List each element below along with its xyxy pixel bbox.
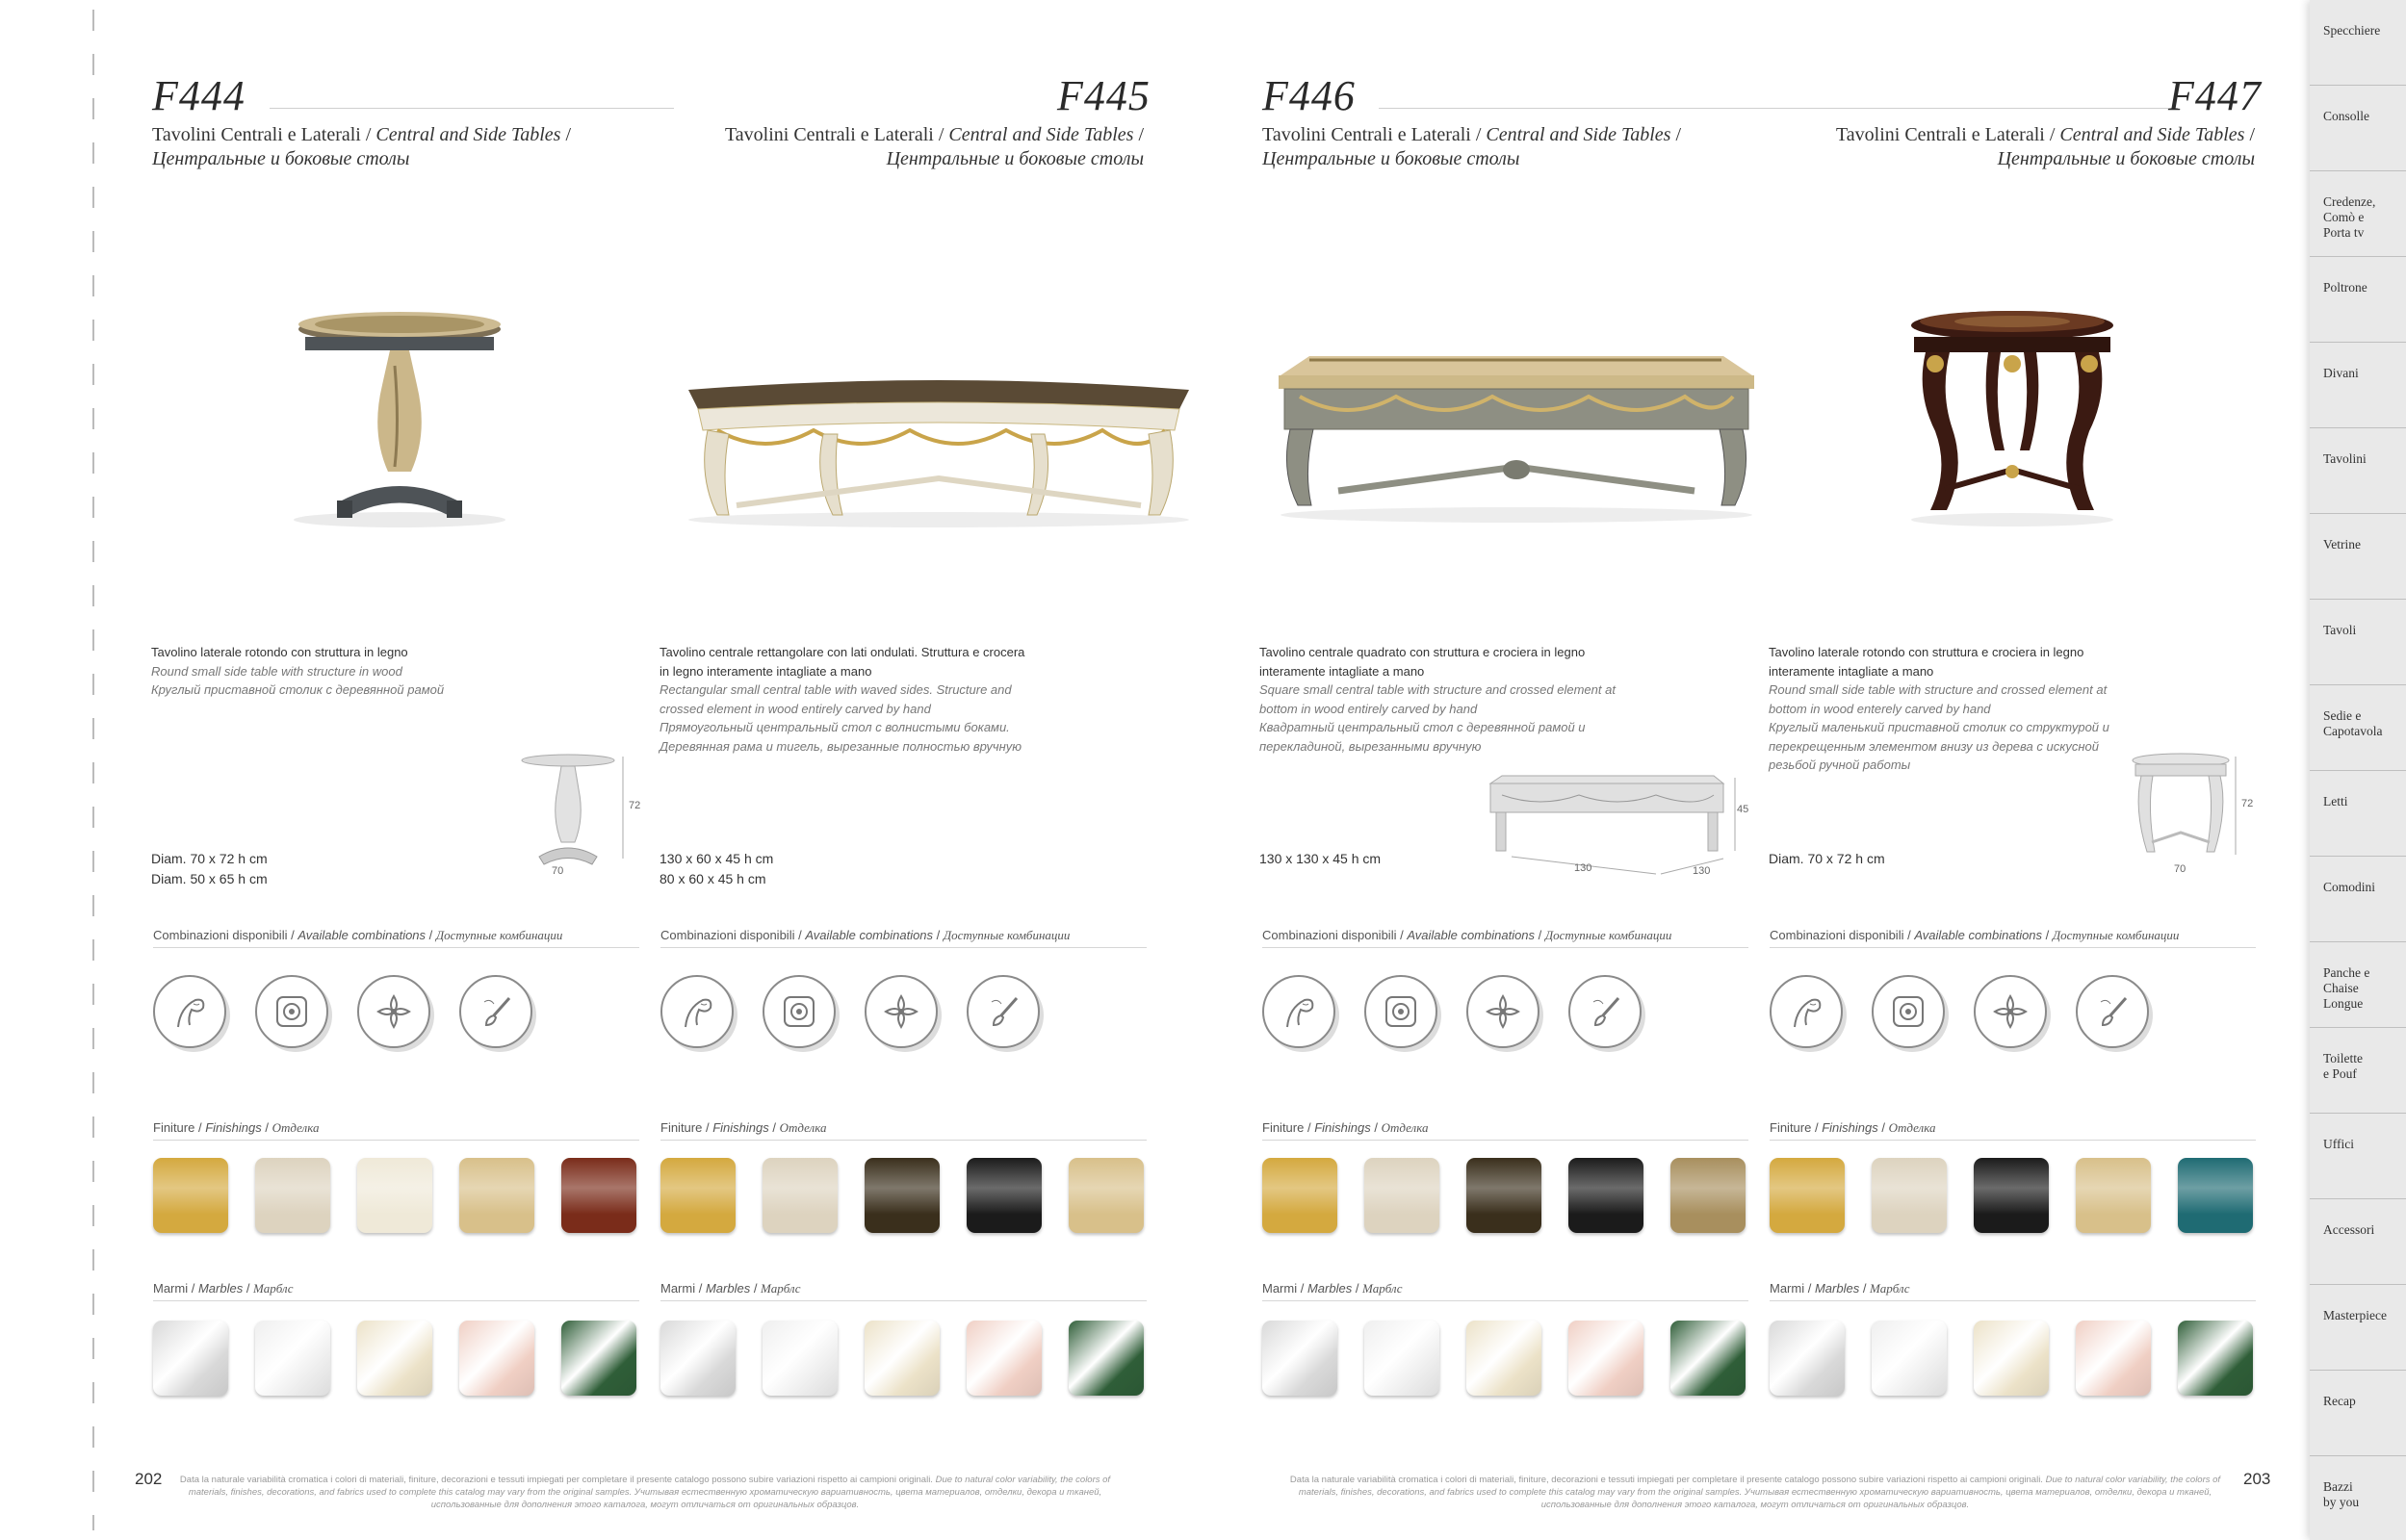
index-tab[interactable] <box>2310 600 2406 685</box>
dimensions: 130 x 60 x 45 h cm 80 x 60 x 45 h cm <box>660 851 774 886</box>
marble-swatch[interactable] <box>2178 1321 2253 1396</box>
combinations-label: Combinazioni disponibili / Available combinations / Доступные комбинации <box>153 928 639 948</box>
index-tab-label: Longue <box>2323 996 2364 1011</box>
index-tab-label: Letti <box>2323 794 2348 808</box>
rosette-icon[interactable] <box>255 975 328 1048</box>
index-tab[interactable] <box>2310 171 2406 257</box>
finish-swatch[interactable] <box>2178 1158 2253 1233</box>
index-tab-label: Divani <box>2323 366 2359 380</box>
dimension-sketch <box>2128 751 2253 876</box>
finish-swatch[interactable] <box>1872 1158 1947 1233</box>
marbles-label: Marmi / Marbles / Марблс <box>1262 1281 1748 1301</box>
index-tab-label: Vetrine <box>2323 537 2361 552</box>
finish-swatch[interactable] <box>865 1158 940 1233</box>
dimensions: Diam. 70 x 72 h cm <box>1769 851 1885 866</box>
index-tab[interactable] <box>2310 1456 2406 1540</box>
index-tab-label: Comodini <box>2323 880 2376 894</box>
marble-swatch[interactable] <box>357 1321 432 1396</box>
index-tab-label: Tavoli <box>2323 623 2357 637</box>
marbles-label: Marmi / Marbles / Марблс <box>660 1281 1147 1301</box>
combinations-label: Combinazioni disponibili / Available combinations / Доступные комбинации <box>1770 928 2256 948</box>
combinations-label: Combinazioni disponibili / Available combinations / Доступные комбинации <box>1262 928 1748 948</box>
description: Tavolino laterale rotondo con struttura e crociera in legno interamente intagliate a mano Round small side table with structure and crossed element at bottom in wood enterely carved by hand Круглый маленький приставной столик со структурой и перекрещенным элементом внизу из дерева с искусной резьбой ручной работы <box>1769 645 2109 772</box>
page-number-left: 202 <box>135 1470 163 1488</box>
index-tab-label: Uffici <box>2323 1137 2354 1151</box>
finishings-swatches <box>1262 1158 1746 1233</box>
acanthus-leaf-icon[interactable] <box>660 975 734 1048</box>
paintbrush-icon[interactable] <box>459 975 532 1048</box>
finish-swatch[interactable] <box>1069 1158 1144 1233</box>
dim-height: 45 <box>1737 804 1749 815</box>
acanthus-leaf-icon[interactable] <box>1262 975 1335 1048</box>
marble-swatch[interactable] <box>660 1321 736 1396</box>
title-rule <box>270 108 674 109</box>
combinations-row <box>153 975 532 1048</box>
finishings-label: Finiture / Finishings / Отделка <box>1770 1120 2256 1141</box>
finish-swatch[interactable] <box>1466 1158 1541 1233</box>
index-tab-label: Credenze, <box>2323 194 2376 209</box>
index-tab-label: Masterpiece <box>2323 1308 2387 1322</box>
finish-swatch[interactable] <box>763 1158 838 1233</box>
finishings-swatches <box>1770 1158 2253 1233</box>
marble-swatch[interactable] <box>1770 1321 1845 1396</box>
product-photo <box>1271 346 1762 525</box>
dimension-sketch <box>515 751 640 876</box>
page-number-right: 203 <box>2243 1470 2271 1488</box>
finish-swatch[interactable] <box>1974 1158 2049 1233</box>
finish-swatch[interactable] <box>1770 1158 1845 1233</box>
marble-swatch[interactable] <box>1364 1321 1439 1396</box>
dim-width: 130 <box>1574 862 1592 874</box>
dim-diameter: 70 <box>552 865 564 876</box>
index-tab-label: Tavolini <box>2323 451 2367 466</box>
combinations-label: Combinazioni disponibili / Available combinations / Доступные комбинации <box>660 928 1147 948</box>
marble-swatch[interactable] <box>967 1321 1042 1396</box>
disclaimer-right: Data la naturale variabilità cromatica i colori di materiali, finiture, decorazioni e tessuti impiegati per completare il presente catalogo possono subire variazioni rispetto ai campioni originali. Due to natural color variability, the colors of materials, finishes, decorations, and fabrics used to complete this catalog may vary from the original samples. Учитывая естественную хроматическую вариативность, цвета материалов, отделки, декора и тканей, использованные для дополнения этого каталога, могут отличаться от оригинальных образцов. <box>1289 1475 2221 1510</box>
acanthus-leaf-icon[interactable] <box>153 975 226 1048</box>
index-tab-label: by you <box>2323 1495 2360 1509</box>
category-title: Tavolini Centrali e Laterali / Central and Side Tables / Центральные и боковые столы <box>1262 124 1682 169</box>
index-tab[interactable] <box>2310 343 2406 428</box>
finish-swatch[interactable] <box>2076 1158 2151 1233</box>
finish-swatch[interactable] <box>1262 1158 1337 1233</box>
marbles-swatches <box>660 1321 1144 1396</box>
rosette-icon[interactable] <box>1872 975 1945 1048</box>
model-code: F447 <box>2168 72 2262 119</box>
marbles-swatches <box>153 1321 636 1396</box>
model-code: F446 <box>1262 72 1356 119</box>
category-title: Tavolini Centrali e Laterali / Central and Side Tables / Центральные и боковые столы <box>724 124 1144 169</box>
index-tab[interactable] <box>2310 771 2406 857</box>
index-tab[interactable] <box>2310 0 2406 86</box>
model-code: F445 <box>1057 72 1151 119</box>
index-tab-label: Chaise <box>2323 981 2359 995</box>
finish-swatch[interactable] <box>1568 1158 1643 1233</box>
finishings-label: Finiture / Finishings / Отделка <box>660 1120 1147 1141</box>
index-tab[interactable] <box>2310 1285 2406 1371</box>
marble-swatch[interactable] <box>1974 1321 2049 1396</box>
model-code: F444 <box>152 72 246 119</box>
dim-diameter: 70 <box>2174 863 2186 875</box>
combinations-row <box>1770 975 2149 1048</box>
marble-swatch[interactable] <box>763 1321 838 1396</box>
index-tab-label: Consolle <box>2323 109 2370 123</box>
index-tabs <box>2310 0 2406 1540</box>
marble-swatch[interactable] <box>1670 1321 1746 1396</box>
index-tab[interactable] <box>2310 1199 2406 1285</box>
marble-swatch[interactable] <box>255 1321 330 1396</box>
paintbrush-icon[interactable] <box>1568 975 1642 1048</box>
index-tab[interactable] <box>2310 514 2406 600</box>
flower-carving-icon[interactable] <box>1974 975 2047 1048</box>
finishings-label: Finiture / Finishings / Отделка <box>153 1120 639 1141</box>
finish-swatch[interactable] <box>561 1158 636 1233</box>
index-tab[interactable] <box>2310 942 2406 1028</box>
index-tab[interactable] <box>2310 86 2406 171</box>
finishings-swatches <box>660 1158 1144 1233</box>
title-rule <box>1379 108 2178 109</box>
dim-depth: 130 <box>1693 865 1711 877</box>
marbles-swatches <box>1770 1321 2253 1396</box>
finish-swatch[interactable] <box>357 1158 432 1233</box>
marble-swatch[interactable] <box>561 1321 636 1396</box>
flower-carving-icon[interactable] <box>357 975 430 1048</box>
dimensions: Diam. 70 x 72 h cm Diam. 50 x 65 h cm <box>151 851 268 886</box>
finish-swatch[interactable] <box>255 1158 330 1233</box>
index-tab-label: Panche e <box>2323 965 2370 980</box>
index-tab[interactable] <box>2310 857 2406 942</box>
marble-swatch[interactable] <box>1466 1321 1541 1396</box>
marble-swatch[interactable] <box>2076 1321 2151 1396</box>
finish-swatch[interactable] <box>153 1158 228 1233</box>
acanthus-leaf-icon[interactable] <box>1770 975 1843 1048</box>
index-tab-label: Recap <box>2323 1394 2356 1408</box>
binding-edge <box>92 10 94 1530</box>
combinations-row <box>660 975 1040 1048</box>
finishings-swatches <box>153 1158 636 1233</box>
paintbrush-icon[interactable] <box>967 975 1040 1048</box>
paintbrush-icon[interactable] <box>2076 975 2149 1048</box>
rosette-icon[interactable] <box>1364 975 1437 1048</box>
index-tab-label: Specchiere <box>2323 23 2381 38</box>
product-photo <box>284 308 515 529</box>
marble-swatch[interactable] <box>153 1321 228 1396</box>
index-tab[interactable] <box>2310 428 2406 514</box>
rosette-icon[interactable] <box>763 975 836 1048</box>
index-tab[interactable] <box>2310 685 2406 771</box>
index-tab-label: Sedie e <box>2323 708 2362 723</box>
disclaimer-left: Data la naturale variabilità cromatica i colori di materiali, finiture, decorazioni e tessuti impiegati per completare il presente catalogo possono subire variazioni rispetto ai campioni originali. Due to natural color variability, the colors of materials, finishes, decorations, and fabrics used to complete this catalog may vary from the original samples. Учитывая естественную хроматическую вариативность, цвета материалов, отделки, декора и тканей, использованные для дополнения этого каталога, могут отличаться от оригинальных образцов. <box>179 1475 1111 1510</box>
category-title: Tavolini Centrali e Laterali / Central and Side Tables / Центральные и боковые столы <box>152 124 572 169</box>
index-tab-label: Poltrone <box>2323 280 2367 295</box>
marbles-label: Marmi / Marbles / Марблс <box>1770 1281 2256 1301</box>
index-tab-label: Comò e <box>2323 210 2365 224</box>
finish-swatch[interactable] <box>1364 1158 1439 1233</box>
finish-swatch[interactable] <box>967 1158 1042 1233</box>
finishings-label: Finiture / Finishings / Отделка <box>1262 1120 1748 1141</box>
dim-height: 72 <box>2241 798 2253 809</box>
marble-swatch[interactable] <box>1568 1321 1643 1396</box>
description: Tavolino centrale rettangolare con lati ondulati. Struttura e crocera in legno interamente intagliate a mano Rectangular small central table with waved sides. Structure and crossed element in wood entirely carved by hand Прямоугольный центральный стол с волнистыми боками. Деревянная рама и тигель, вырезанные полностью вручную <box>660 645 1025 754</box>
index-tab-label: Toilette <box>2323 1051 2364 1065</box>
marble-swatch[interactable] <box>1872 1321 1947 1396</box>
marble-swatch[interactable] <box>1069 1321 1144 1396</box>
description: Tavolino laterale rotondo con struttura in legno Round small side table with structure in wood Круглый приставной столик с деревянной рамой <box>151 645 445 697</box>
marbles-label: Marmi / Marbles / Марблс <box>153 1281 639 1301</box>
index-tab[interactable] <box>2310 1028 2406 1114</box>
dim-height: 72 <box>629 800 640 811</box>
flower-carving-icon[interactable] <box>1466 975 1539 1048</box>
finish-swatch[interactable] <box>459 1158 534 1233</box>
product-photo <box>679 371 1199 529</box>
index-tab-label: Bazzi <box>2323 1479 2353 1494</box>
index-tab[interactable] <box>2310 1371 2406 1456</box>
index-tab[interactable] <box>2310 1114 2406 1199</box>
marble-swatch[interactable] <box>865 1321 940 1396</box>
marbles-swatches <box>1262 1321 1746 1396</box>
description: Tavolino centrale quadrato con struttura e crociera in legno interamente intagliate a mano Square small central table with structure and crossed element at bottom in wood entirely carved by hand Квадратный центральный стол с деревянной рамой и перекладиной, вырезанными вручную <box>1259 645 1616 754</box>
index-tab[interactable] <box>2310 257 2406 343</box>
finish-swatch[interactable] <box>1670 1158 1746 1233</box>
category-title: Tavolini Centrali e Laterali / Central and Side Tables / Центральные и боковые столы <box>1835 124 2255 169</box>
combinations-row <box>1262 975 1642 1048</box>
product-photo <box>1897 306 2128 527</box>
flower-carving-icon[interactable] <box>865 975 938 1048</box>
index-tab-label: Capotavola <box>2323 724 2383 738</box>
index-tab-label: Porta tv <box>2323 225 2365 240</box>
marble-swatch[interactable] <box>1262 1321 1337 1396</box>
index-tab-label: e Pouf <box>2323 1066 2357 1081</box>
dimension-sketch <box>1483 770 1752 881</box>
finish-swatch[interactable] <box>660 1158 736 1233</box>
dimensions: 130 x 130 x 45 h cm <box>1259 851 1382 866</box>
index-tab-label: Accessori <box>2323 1222 2375 1237</box>
marble-swatch[interactable] <box>459 1321 534 1396</box>
